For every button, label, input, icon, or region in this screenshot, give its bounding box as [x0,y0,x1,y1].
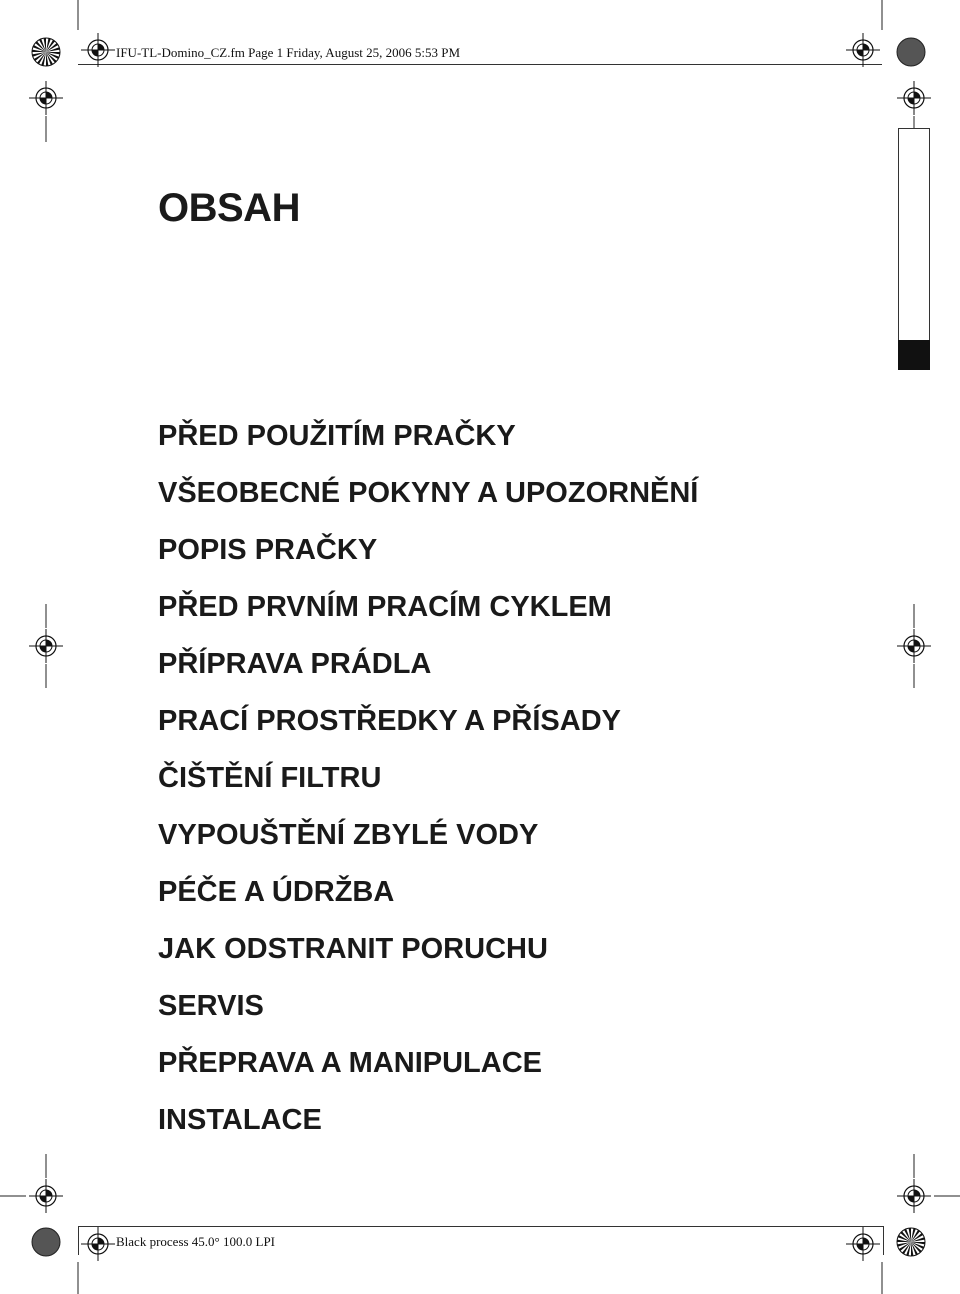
toc-item: SERVIS [158,990,264,1022]
footer-slug: Black process 45.0° 100.0 LPI [116,1234,276,1249]
toc-item: PŘÍPRAVA PRÁDLA [158,648,432,680]
toc-item: PŘED PRVNÍM PRACÍM CYKLEM [158,591,612,623]
thumb-index-frame [898,128,930,340]
toc-item: PŘEPRAVA A MANIPULACE [158,1047,542,1079]
toc-item: VYPOUŠTĚNÍ ZBYLÉ VODY [158,819,539,851]
toc-item: PÉČE A ÚDRŽBA [158,876,395,908]
table-of-contents [158,416,698,1157]
toc-item: VŠEOBECNÉ POKYNY A UPOZORNĚNÍ [158,477,699,509]
toc-item: ČIŠTĚNÍ FILTRU [158,762,382,794]
header-slug: IFU-TL-Domino_CZ.fm Page 1 Friday, August 25, 2006 5:53 PM [116,45,461,60]
page-title: OBSAH [158,186,300,230]
toc-item: JAK ODSTRANIT PORUCHU [158,933,548,965]
toc-item: PŘED POUŽITÍM PRAČKY [158,420,516,452]
toc-item: INSTALACE [158,1104,322,1136]
thumb-index-tab [898,340,930,370]
toc-item: POPIS PRAČKY [158,534,378,566]
toc-item: PRACÍ PROSTŘEDKY A PŘÍSADY [158,705,621,737]
